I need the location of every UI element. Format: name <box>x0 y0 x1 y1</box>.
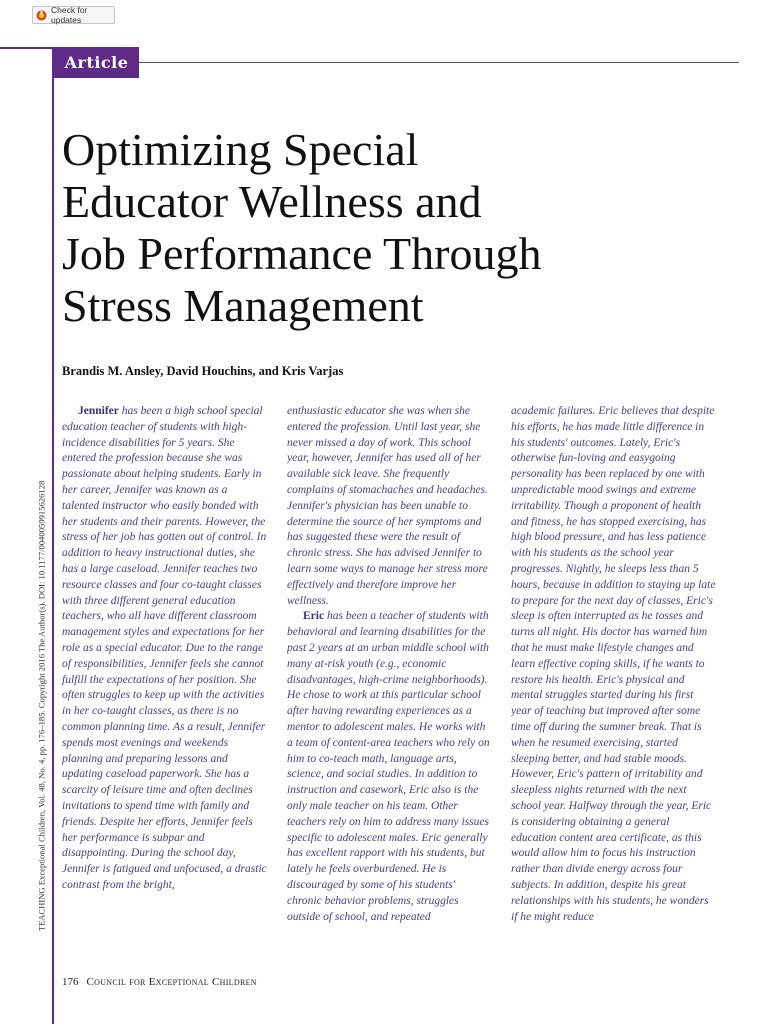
body-column-3 <box>511 404 716 925</box>
check-for-updates-button[interactable] <box>32 6 115 24</box>
margin-rule <box>52 47 54 1024</box>
body-paragraph <box>62 404 267 894</box>
article-title <box>62 124 702 332</box>
check-for-updates-label: Check for updates <box>51 5 88 25</box>
paragraph-text: has been a teacher of students with behavioral and learning disabilities for the past 2 years at an urban middle school with many at-risk youth (e.g., economic disadvantages, high-crime neighborhoods). He chose to work at this particular school after having rewarding experiences as a mentor to adolescent males. He works with a team of content-area teachers who rely on him to co-teach math, language arts, science, and social studies. In addition to instruction and casework, Eric also is the only male teacher on his team. Other teachers rely on him to address many issues specific to adolescent males. Eric generally has excellent rapport with his students, but lately he feels overburdened. He is discouraged by some of his students' chronic behavior problems, struggles outside of school, and repeated <box>287 610 490 923</box>
header-rule <box>139 62 739 63</box>
section-label: Article <box>54 47 139 78</box>
paragraph-text: academic failures. Eric believes that despite his efforts, he has made little difference in his students' outcomes. Lately, Eric's otherwise fun-loving and easygoing personality has been replaced by one with unpredictable mood swings and extreme irritability. Though a proponent of health and fitness, he has stopped exercising, has high blood pressure, and has less patience with his students as the school year progresses. Nightly, he sleeps less than 5 hours, because in addition to staying up late to prepare for the next day of classes, Eric's sleep is often interrupted as he tosses and turns all night. His doctor has warned him that he must make lifestyle changes and learn effective coping skills, if he wants to restore his health. Eric's physical and mental struggles started during his first year of teaching but improved after some time off during the summer break. That is when he resumed exercising, started sleeping better, and had stable moods. However, Eric's pattern of irritability and sleepless nights returned with the next school year. Halfway through the year, Eric is considering obtaining a general education content area certificate, as this would allow him to focus his instruction rather than divide energy across four subjects. In addition, despite his great relationships with his students, he wonders if he might reduce <box>511 405 716 923</box>
citation-text: TEACHING Exceptional Children, Vol. 48, No. 4, pp. 176–185. Copyright 2016 The Author(s). DOI: 10.1177/0040059915626128 <box>36 480 46 932</box>
body-paragraph <box>511 404 716 925</box>
page-footer <box>62 976 257 988</box>
body-paragraph <box>287 404 492 609</box>
body-column-1 <box>62 404 267 894</box>
page-number: 176 <box>62 976 79 988</box>
paragraph-text: enthusiastic educator she was when she entered the profession. Until last year, she never missed a day of work. This school year, however, Jennifer has used all of her available sick leave. She frequently complains of stomachaches and headaches. Jennifer's physician has been unable to determine the source of her symptoms and has suggested these were the result of chronic stress. She has advised Jennifer to learn some ways to manage her stress more effectively and therefore improve her wellness. <box>287 405 488 607</box>
title-line: Educator Wellness and <box>62 176 482 227</box>
crossmark-icon <box>36 10 47 21</box>
body-paragraph <box>287 609 492 925</box>
journal-name: Council for Exceptional Children <box>86 976 257 988</box>
case-name: Jennifer <box>78 405 119 417</box>
title-line: Optimizing Special <box>62 124 419 175</box>
paragraph-text: has been a high school special education teacher of students with high-incidence disabilities for 5 years. She entered the profession because she was passionate about helping students. Early in her career, Jennifer was known as a talented instructor who easily bonded with her students and their parents. However, the stress of her job has gotten out of control. In addition to heavy instructional duties, she has a large caseload. Jennifer teaches two resource classes and four co-taught classes with three different general education teachers, who all have different classroom management styles and expectations for her role as a special educator. Due to the range of responsibilities, Jennifer feels she cannot fulfill the expectations of her position. She often struggles to keep up with the activities in her co-taught classes, as there is no common planning time. As a result, Jennifer spends most evenings and weekends planning and preparing lessons and updating caseload paperwork. She has a scarcity of leisure time and often declines invitations to spend time with family and friends. Despite her efforts, Jennifer feels her performance is subpar and disappointing. During the school day, Jennifer is fatigued and unfocused, a drastic contrast from the bright, <box>62 405 267 891</box>
case-name: Eric <box>303 610 325 623</box>
body-column-2 <box>287 404 492 925</box>
author-list: Brandis M. Ansley, David Houchins, and Kris Varjas <box>62 364 344 378</box>
title-line: Stress Management <box>62 280 424 331</box>
citation-sidebar <box>34 445 48 967</box>
title-line: Job Performance Through <box>62 228 542 279</box>
header-rule-left <box>0 47 52 49</box>
